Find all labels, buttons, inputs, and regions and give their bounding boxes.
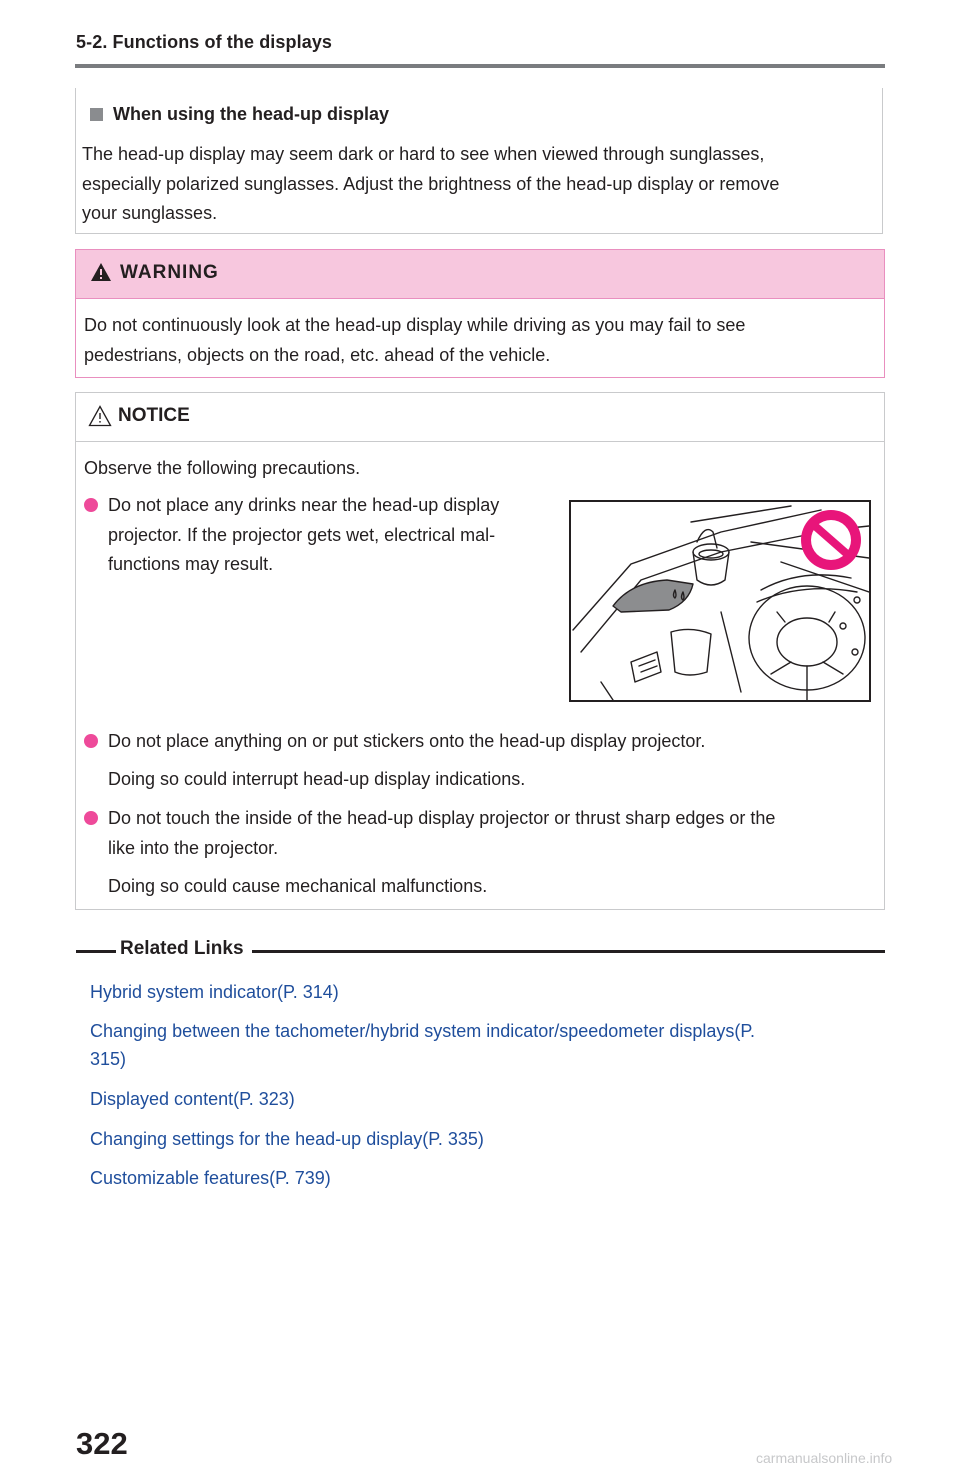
related-link-line[interactable]: Changing between the tachometer/hybrid system indicator/speedometer displays(P.: [90, 1021, 756, 1041]
note-box: [75, 88, 883, 234]
bullet-dot-icon: [84, 811, 98, 825]
bullet-line: functions may result.: [108, 554, 274, 574]
square-bullet-icon: [90, 108, 103, 121]
related-link-hybrid-indicator[interactable]: Hybrid system indicator(P. 314): [90, 982, 339, 1002]
bullet-text: [108, 491, 548, 580]
related-link-hud-settings[interactable]: Changing settings for the head-up display(P. 335): [90, 1129, 484, 1149]
caution-triangle-icon: [88, 405, 112, 427]
warning-header: [76, 250, 884, 299]
page-number: 322: [76, 1426, 128, 1461]
bullet-line: projector. If the projector gets wet, electrical mal-: [108, 524, 496, 545]
bullet-line: Do not touch the inside of the head-up display projector or thrust sharp edges or the: [108, 808, 776, 828]
bullet-line: Do not place any drinks near the head-up display: [108, 495, 500, 515]
bullet-dot-icon: [84, 498, 98, 512]
warning-line: Do not continuously look at the head-up display while driving as you may fail to see: [84, 315, 746, 335]
note-heading: [90, 104, 389, 125]
note-line: especially polarized sunglasses. Adjust the brightness of the head-up display or remove: [82, 173, 780, 194]
related-link-line[interactable]: 315): [90, 1049, 127, 1069]
related-links-rule-right: [252, 950, 885, 953]
dashboard-illustration: [569, 500, 871, 702]
notice-box: [75, 392, 885, 910]
bullet-text: Do not place anything on or put stickers onto the head-up display projector.: [108, 731, 706, 751]
bullet-text: [108, 804, 878, 863]
warning-box: [75, 249, 885, 378]
related-link-changing-displays[interactable]: [90, 1017, 860, 1073]
note-line: The head-up display may seem dark or hard to see when viewed through sunglasses,: [82, 144, 765, 164]
section-title: 5-2. Functions of the displays: [76, 32, 333, 52]
related-link-displayed-content[interactable]: Displayed content(P. 323): [90, 1089, 295, 1109]
warning-title: WARNING: [120, 262, 219, 283]
section-divider: [75, 64, 885, 68]
note-heading-text: When using the head-up display: [113, 104, 390, 124]
notice-header: [76, 393, 884, 442]
related-links-rule-left: [76, 950, 116, 953]
warning-line: pedestrians, objects on the road, etc. ahead of the vehicle.: [84, 344, 551, 365]
notice-title: NOTICE: [118, 405, 190, 426]
watermark: carmanualsonline.info: [756, 1450, 893, 1466]
notice-intro: Observe the following precautions.: [84, 458, 361, 478]
warning-triangle-icon: [90, 262, 112, 282]
note-body: [82, 140, 862, 229]
warning-body: [84, 311, 874, 370]
bullet-followup: Doing so could cause mechanical malfunctions.: [108, 876, 488, 896]
note-line: your sunglasses.: [82, 203, 218, 223]
bullet-line: like into the projector.: [108, 837, 279, 858]
bullet-dot-icon: [84, 734, 98, 748]
bullet-followup: Doing so could interrupt head-up display indications.: [108, 769, 526, 789]
related-links-title: Related Links: [120, 938, 244, 959]
related-link-customizable-features[interactable]: Customizable features(P. 739): [90, 1168, 331, 1188]
no-drinks-illustration-icon: [571, 502, 869, 700]
